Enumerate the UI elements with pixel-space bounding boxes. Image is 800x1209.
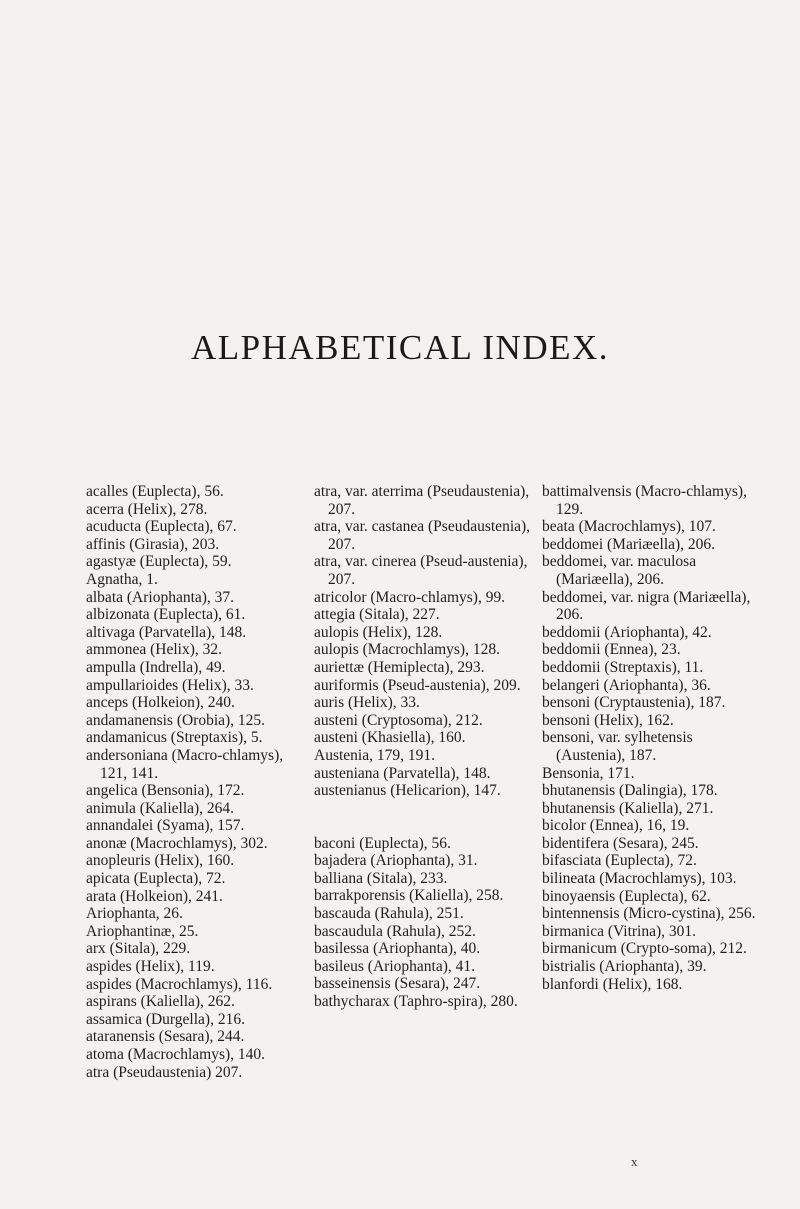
index-entry: basseinensis (Sesara), 247.: [314, 975, 481, 993]
index-entry: binoyaensis (Euplecta), 62.: [542, 887, 711, 905]
index-gap: [314, 800, 536, 835]
index-entry: altivaga (Parvatella), 148.: [86, 623, 247, 641]
index-entry: albizonata (Euplecta), 61.: [86, 606, 246, 624]
index-entry: beddomii (Ennea), 23.: [542, 641, 681, 659]
index-entry: anceps (Holkeion), 240.: [86, 694, 235, 712]
index-entry: austeni (Cryptosoma), 212.: [314, 711, 483, 729]
index-entry: bilineata (Macrochlamys), 103.: [542, 870, 737, 888]
index-entry: animula (Kaliella), 264.: [86, 799, 235, 817]
index-entry: Bensonia, 171.: [542, 764, 635, 782]
index-entry: birmanica (Vitrina), 301.: [542, 922, 697, 940]
index-entry: albata (Ariophanta), 37.: [86, 588, 235, 606]
index-entry: atoma (Macrochlamys), 140.: [86, 1046, 266, 1063]
index-entry: auriettæ (Hemiplecta), 293.: [314, 658, 485, 676]
index-entry: Ariophanta, 26.: [86, 905, 183, 923]
page-number: x: [631, 1154, 638, 1169]
index-entry: beddomii (Ariophanta), 42.: [542, 623, 712, 641]
index-entry: baconi (Euplecta), 56.: [314, 834, 451, 852]
index-entry: battimalvensis (Macro-chlamys), 129.: [542, 483, 747, 518]
index-entry: Agnatha, 1.: [86, 570, 158, 588]
index-entry: austeniana (Parvatella), 148.: [314, 764, 491, 782]
index-entry: atra, var. castanea (Pseudaustenia), 207.: [314, 518, 531, 553]
index-entry: bensoni (Helix), 162.: [542, 711, 674, 729]
index-entry: agastyæ (Euplecta), 59.: [86, 553, 232, 571]
index-entry: bintennensis (Micro-cystina), 256.: [542, 905, 756, 923]
index-entry: bascauda (Rahula), 251.: [314, 905, 464, 923]
index-entry: birmanicum (Crypto-soma), 212.: [542, 940, 747, 958]
index-entry: beddomei, var. maculosa (Mariæella), 206.: [542, 553, 697, 588]
index-entry: bajadera (Ariophanta), 31.: [314, 852, 478, 870]
index-entry: atricolor (Macro-chlamys), 99.: [314, 588, 506, 606]
index-entry: bhutanensis (Kaliella), 271.: [542, 799, 714, 817]
index-column-2: [314, 483, 536, 1011]
index-entry: bascaudula (Rahula), 252.: [314, 922, 476, 940]
index-entry: arx (Sitala), 229.: [86, 940, 191, 958]
index-entry: beddomei (Mariæella), 206.: [542, 535, 716, 553]
index-entry: aulopis (Helix), 128.: [314, 623, 443, 641]
index-entry: anonæ (Macrochlamys), 302.: [86, 834, 268, 852]
index-entry: attegia (Sitala), 227.: [314, 606, 440, 624]
index-entry: andamanensis (Orobia), 125.: [86, 711, 266, 729]
index-entry: ammonea (Helix), 32.: [86, 641, 223, 659]
index-entry: auriformis (Pseud-austenia), 209.: [314, 676, 521, 694]
index-entry: basileus (Ariophanta), 41.: [314, 957, 475, 975]
index-entry: atra, var. aterrima (Pseudaustenia), 207.: [314, 483, 530, 518]
index-entry: arata (Holkeion), 241.: [86, 887, 223, 905]
index-entry: atra, var. cinerea (Pseud-austenia), 207.: [314, 553, 528, 588]
index-entry: bicolor (Ennea), 16, 19.: [542, 817, 690, 835]
index-entry: apicata (Euplecta), 72.: [86, 870, 226, 888]
index-entry: acerra (Helix), 278.: [86, 500, 208, 518]
index-entry: barrakporensis (Kaliella), 258.: [314, 887, 504, 905]
index-column-3: [542, 483, 764, 993]
index-entry: atra (Pseudaustenia) 207.: [86, 1063, 243, 1081]
index-entry: austenianus (Helicarion), 147.: [314, 782, 501, 800]
index-entry: balliana (Sitala), 233.: [314, 869, 448, 887]
index-entry: affinis (Girasia), 203.: [86, 535, 220, 553]
index-entry: beddomii (Streptaxis), 11.: [542, 658, 704, 676]
index-entry: ataranensis (Sesara), 244.: [86, 1028, 245, 1046]
index-entry: bensoni (Cryptaustenia), 187.: [542, 694, 726, 712]
index-entry: austeni (Khasiella), 160.: [314, 729, 466, 747]
index-entry: basilessa (Ariophanta), 40.: [314, 940, 481, 958]
index-entry: auris (Helix), 33.: [314, 694, 420, 712]
index-entry: acuducta (Euplecta), 67.: [86, 518, 237, 536]
page-title: ALPHABETICAL INDEX.: [191, 328, 609, 367]
index-columns: [86, 483, 776, 1173]
index-entry: angelica (Bensonia), 172.: [86, 782, 245, 800]
index-entry: bifasciata (Euplecta), 72.: [542, 852, 697, 870]
index-column-1: [86, 483, 308, 1081]
index-entry: acalles (Euplecta), 56.: [86, 483, 224, 500]
index-entry: blanfordi (Helix), 168.: [542, 975, 683, 993]
index-entry: anopleuris (Helix), 160.: [86, 852, 235, 870]
index-entry: aspirans (Kaliella), 262.: [86, 993, 235, 1011]
index-entry: beddomei, var. nigra (Mariæella), 206.: [542, 588, 751, 624]
index-entry: Ariophantinæ, 25.: [86, 922, 199, 940]
index-entry: aspides (Helix), 119.: [86, 958, 215, 976]
index-entry: aulopis (Macrochlamys), 128.: [314, 641, 500, 659]
index-entry: andamanicus (Streptaxis), 5.: [86, 729, 263, 747]
index-entry: bensoni, var. sylhetensis (Austenia), 187.: [542, 729, 693, 764]
index-entry: bathycharax (Taphro-spira), 280.: [314, 993, 518, 1011]
index-entry: bidentifera (Sesara), 245.: [542, 834, 699, 852]
index-entry: belangeri (Ariophanta), 36.: [542, 676, 711, 694]
index-entry: bhutanensis (Dalingia), 178.: [542, 782, 718, 800]
index-entry: beata (Macrochlamys), 107.: [542, 518, 716, 536]
index-entry: aspides (Macrochlamys), 116.: [86, 975, 273, 993]
index-entry: Austenia, 179, 191.: [314, 746, 435, 764]
index-entry: bistrialis (Ariophanta), 39.: [542, 958, 707, 976]
index-entry: ampullarioides (Helix), 33.: [86, 676, 254, 694]
index-entry: ampulla (Indrella), 49.: [86, 658, 226, 676]
index-entry: annandalei (Syama), 157.: [86, 817, 245, 835]
index-entry: assamica (Durgella), 216.: [86, 1010, 245, 1028]
index-entry: andersoniana (Macro-chlamys), 121, 141.: [86, 746, 284, 782]
